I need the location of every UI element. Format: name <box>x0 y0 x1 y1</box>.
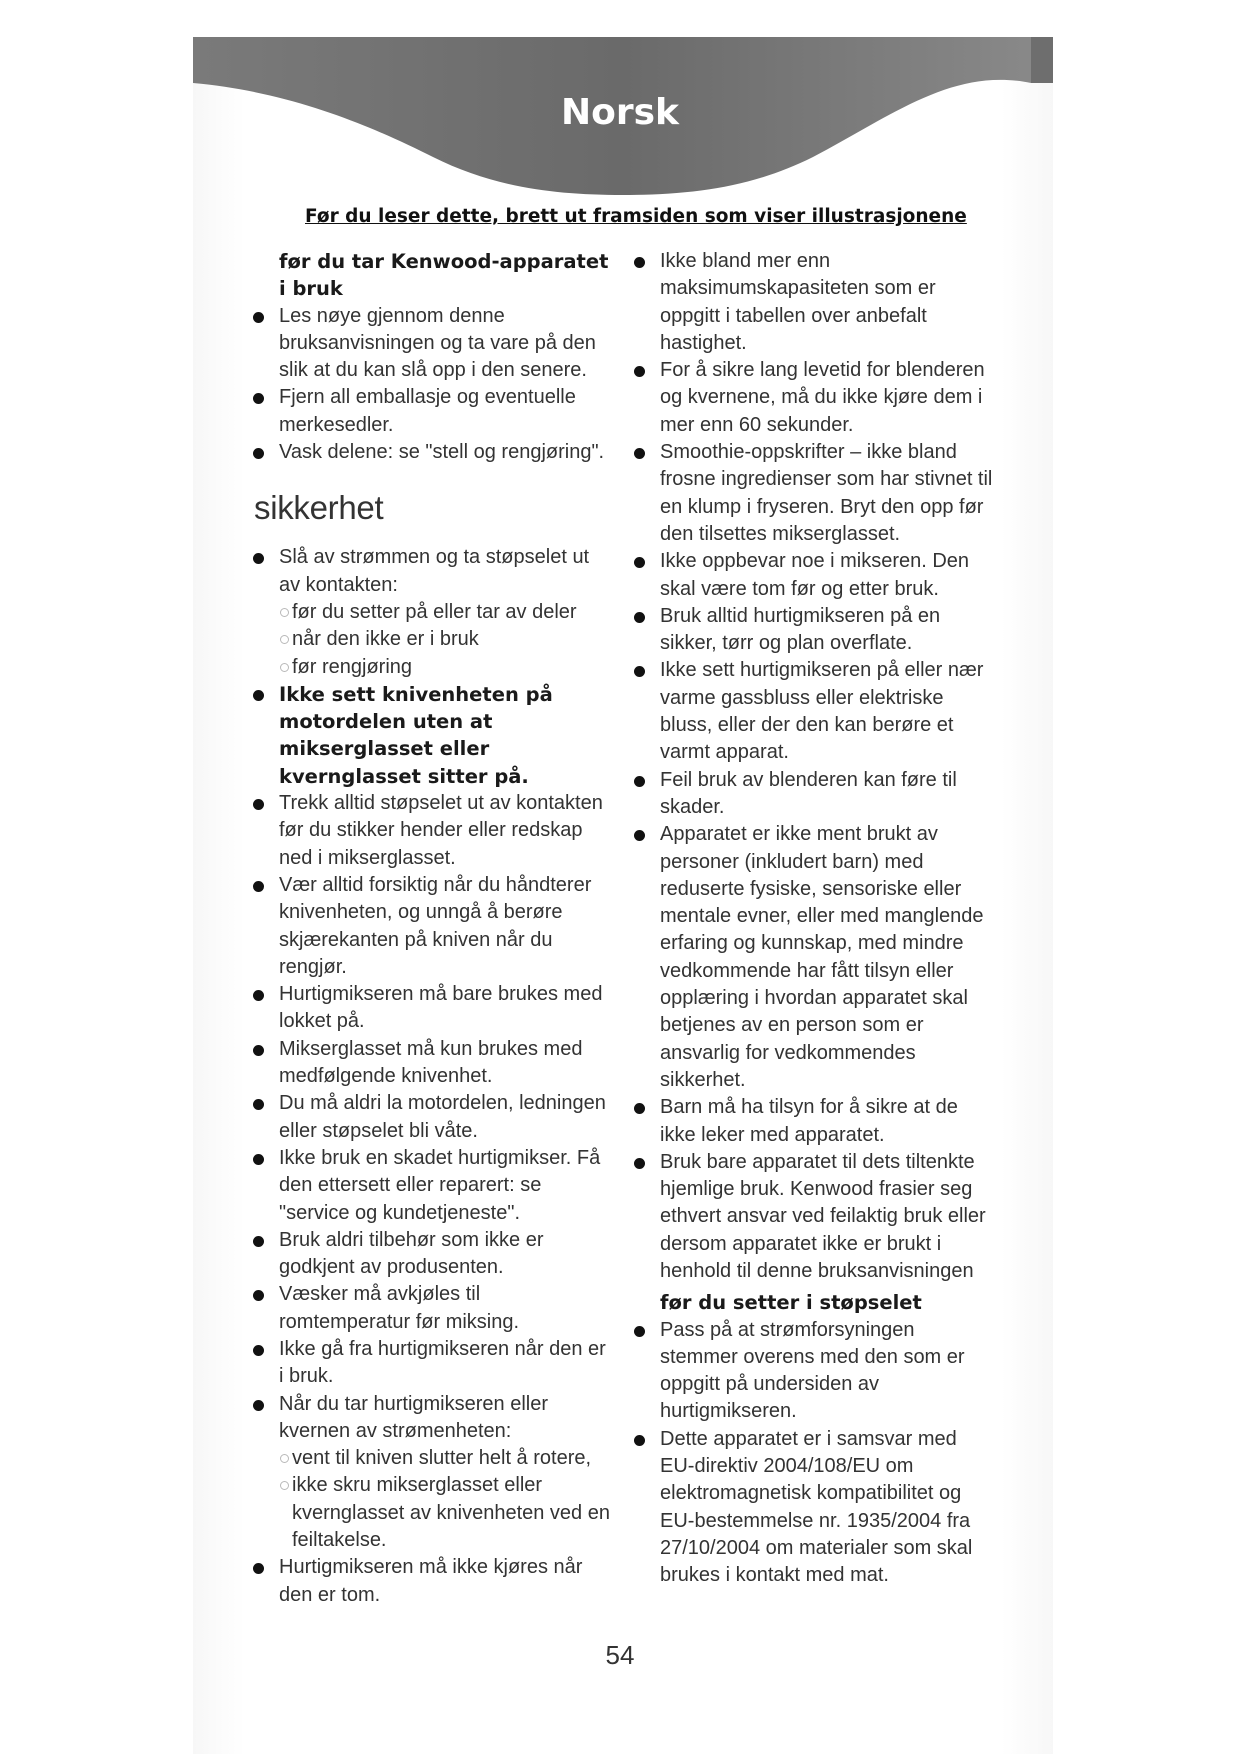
list-item <box>252 544 612 680</box>
remove-intro: Når du tar hurtigmikseren eller kvernen av strømenheten: <box>279 1392 548 1442</box>
list-item: Ikke oppbevar noe i mikseren. Den skal være tom før og etter bruk. <box>633 548 993 603</box>
list-item: Trekk alltid støpselet ut av kontakten før du stikker hender eller redskap ned i mikserglasset. <box>252 790 612 872</box>
sub-list-item: ikke skru mikserglasset eller kvernglasset av knivenheten ved en feiltakelse. <box>279 1472 612 1554</box>
list-item: Ikke gå fra hurtigmikseren når den er i bruk. <box>252 1336 612 1391</box>
sub-list-item: når den ikke er i bruk <box>279 626 612 653</box>
list-item: Barn må ha tilsyn for å sikre at de ikke leker med apparatet. <box>633 1094 993 1149</box>
list-item: Væsker må avkjøles til romtemperatur før miksing. <box>252 1281 612 1336</box>
list-item: Ikke bland mer enn maksimumskapasiteten som er oppgitt i tabellen over anbefalt hastighet. <box>633 248 993 357</box>
safety-heading: sikkerhet <box>254 489 384 527</box>
sub-list-item: før rengjøring <box>279 654 612 681</box>
list-item: Du må aldri la motordelen, ledningen eller støpselet bli våte. <box>252 1090 612 1145</box>
unplug-sublist <box>279 599 612 681</box>
list-item: Pass på at strømforsyningen stemmer overens med den som er oppgitt på undersiden av hurtigmikseren. <box>633 1317 993 1426</box>
header-title: Norsk <box>561 92 679 133</box>
safety-list-left <box>252 544 612 1609</box>
before-use-heading: før du tar Kenwood-apparatet i bruk <box>279 250 609 301</box>
list-item: Hurtigmikseren må bare brukes med lokket på. <box>252 981 612 1036</box>
list-item: Vask delene: se "stell og rengjøring". <box>252 439 612 466</box>
unplug-text: Slå av strømmen og ta støpselet ut av kontakten: <box>279 546 590 596</box>
list-item <box>252 1391 612 1555</box>
list-item: Fjern all emballasje og eventuelle merkesedler. <box>252 384 612 439</box>
left-column <box>252 248 612 1609</box>
safety-list-right <box>633 248 993 1285</box>
list-item: Smoothie-oppskrifter – ikke bland frosne ingredienser som har stivnet til en klump i fryseren. Bryt den opp før den tilsettes mikserglasset. <box>633 439 993 548</box>
right-column <box>633 248 993 1590</box>
list-item: Bruk aldri tilbehør som ikke er godkjent av produsenten. <box>252 1227 612 1282</box>
remove-sublist <box>279 1445 612 1554</box>
list-item: Vær alltid forsiktig når du håndterer knivenheten, og unngå å berøre skjærekanten på kniven når du rengjør. <box>252 872 612 981</box>
list-item: Bruk bare apparatet til dets tiltenkte hjemlige bruk. Kenwood frasier seg ethvert ansvar ved feilaktig bruk eller dersom apparatet ikke er brukt i henhold til denne bruksanvisningen <box>633 1149 993 1285</box>
list-item: Dette apparatet er i samsvar med EU-direktiv 2004/108/EU om elektromagnetisk kompatibilitet og EU-bestemmelse nr. 1935/2004 fra 27/10/2004 om materialer som skal brukes i kontakt med mat. <box>633 1426 993 1590</box>
page-number: 54 <box>605 1640 635 1670</box>
list-item: Les nøye gjennom denne bruksanvisningen og ta vare på den slik at du kan slå opp i den senere. <box>252 303 612 385</box>
sub-list-item: vent til kniven slutter helt å rotere, <box>279 1445 612 1472</box>
before-plugging-list <box>633 1317 993 1590</box>
list-item: For å sikre lang levetid for blenderen og kvernene, må du ikke kjøre dem i mer enn 60 sekunder. <box>633 357 993 439</box>
before-plugging-heading: før du setter i støpselet <box>660 1291 922 1315</box>
list-item: Hurtigmikseren må ikke kjøres når den er tom. <box>252 1554 612 1609</box>
before-use-list <box>252 303 612 467</box>
list-item: Bruk alltid hurtigmikseren på en sikker, tørr og plan overflate. <box>633 603 993 658</box>
list-item-warning: Ikke sett knivenheten på motordelen uten at mikserglasset eller kvernglasset sitter på. <box>252 681 612 790</box>
list-item: Feil bruk av blenderen kan føre til skader. <box>633 767 993 822</box>
sub-list-item: før du setter på eller tar av deler <box>279 599 612 626</box>
list-item: Ikke sett hurtigmikseren på eller nær varme gassbluss eller elektriske bluss, eller der den kan berøre et varmt apparat. <box>633 657 993 766</box>
list-item: Ikke bruk en skadet hurtigmikser. Få den ettersett eller reparert: se "service og kundetjeneste". <box>252 1145 612 1227</box>
list-item: Mikserglasset må kun brukes med medfølgende knivenhet. <box>252 1036 612 1091</box>
list-item: Apparatet er ikke ment brukt av personer (inkludert barn) med reduserte fysiske, sensoriske eller mentale evner, eller med manglende erfaring og kunnskap, med mindre vedkommende har fått tilsyn eller opplæring i hvordan apparatet skal betjenes av en person som er ansvarlig for vedkommendes sikkerhet. <box>633 821 993 1094</box>
intro-instruction: Før du leser dette, brett ut framsiden som viser illustrasjonene <box>305 206 967 227</box>
